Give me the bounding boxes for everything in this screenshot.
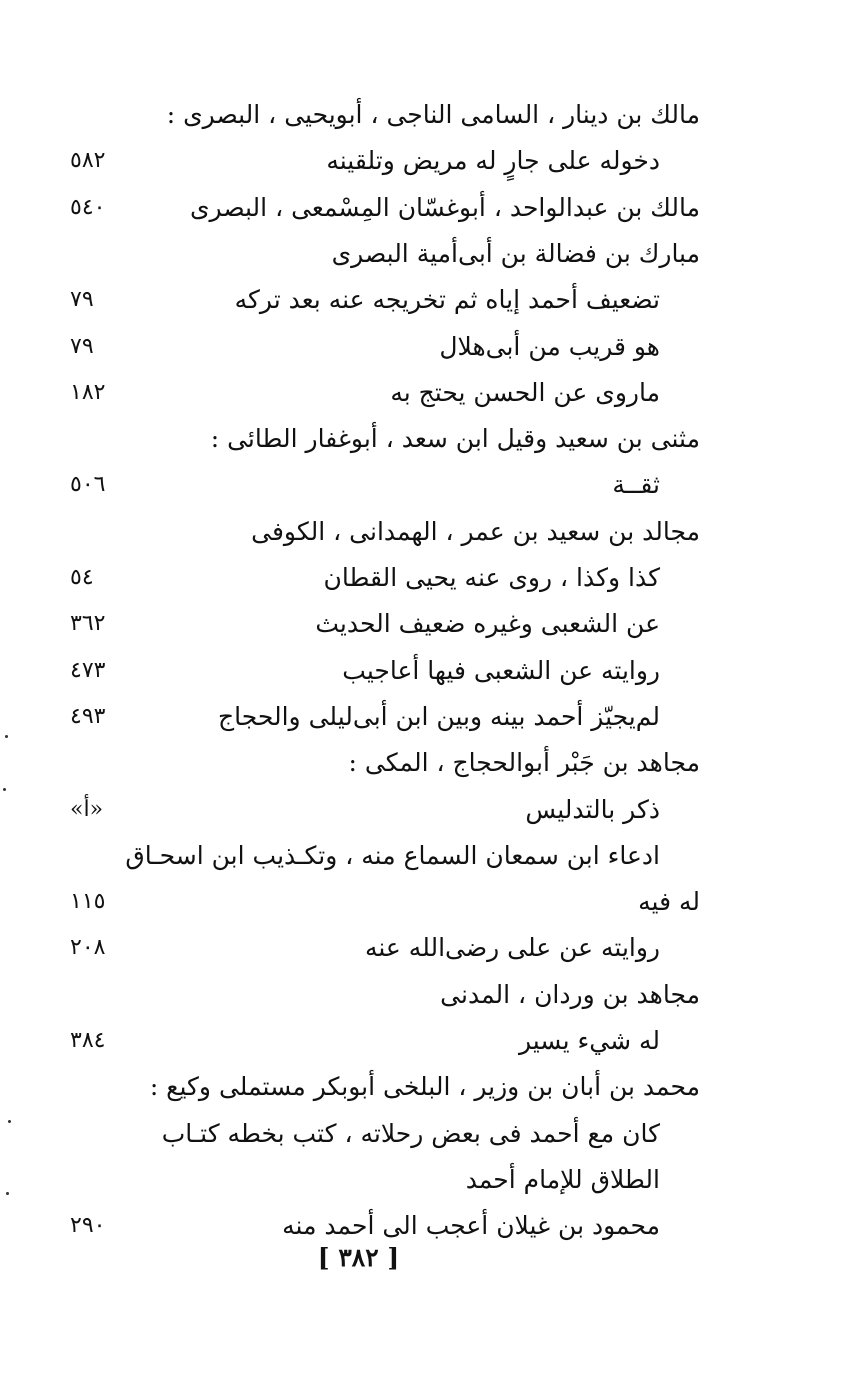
index-entry bbox=[60, 93, 700, 137]
entry-page-number: ٣٨٤ bbox=[70, 1028, 106, 1053]
index-entry bbox=[60, 880, 700, 924]
entry-text: محمد بن أبان بن وزير ، البلخى أبوبكر مستملى وكيع : bbox=[149, 1072, 700, 1101]
entry-text: هو قريب من أبى‌هلال bbox=[439, 332, 660, 361]
scan-speck bbox=[8, 1120, 11, 1123]
entry-page-number: ٢٠٨ bbox=[70, 935, 106, 960]
entry-text: مبارك بن فضالة بن أبى‌أمية البصرى bbox=[331, 239, 700, 268]
scan-speck bbox=[5, 735, 8, 738]
entry-page-number: ٥٠٦ bbox=[70, 472, 106, 497]
entry-text: دخوله على جارٍ له مريض وتلقينه bbox=[326, 146, 660, 175]
scan-speck bbox=[6, 1192, 9, 1195]
entry-page-number: ٤٧٣ bbox=[70, 658, 106, 683]
index-entry bbox=[60, 788, 700, 832]
index-entry bbox=[60, 1019, 700, 1063]
index-entry bbox=[60, 556, 700, 600]
entry-text: مالك بن دينار ، السامى الناجى ، أبويحيى ، البصرى : bbox=[166, 100, 700, 129]
entry-text: له فيه bbox=[638, 887, 700, 916]
entry-page-number: ٣٦٢ bbox=[70, 611, 106, 636]
index-entry bbox=[60, 510, 700, 554]
index-entry bbox=[60, 695, 700, 739]
entry-text: مالك بن عبدالواحد ، أبوغسّان المِسْمعى ، البصرى bbox=[189, 193, 700, 222]
entry-text: روايته عن الشعبى فيها أعاجيب bbox=[342, 656, 660, 685]
entry-text: كان مع أحمد فى بعض رحلاته ، كتب بخطه كتـاب bbox=[161, 1119, 660, 1148]
entry-text: له شيء يسير bbox=[518, 1026, 660, 1055]
entry-page-number: ٥٤ bbox=[70, 565, 94, 590]
index-entry bbox=[60, 325, 700, 369]
page-number: [ ٣٨٢ ] bbox=[317, 1243, 400, 1272]
index-entry bbox=[60, 139, 700, 183]
index-entry bbox=[60, 741, 700, 785]
entry-text: مجاهد بن وردان ، المدنى bbox=[440, 980, 700, 1009]
entry-text: ادعاء ابن سمعان السماع منه ، وتكـذيب ابن اسحـاق bbox=[125, 841, 660, 870]
entry-text: لم‌يجيّز أحمد بينه وبين ابن أبى‌ليلى والحجاج bbox=[217, 702, 660, 731]
scan-speck bbox=[3, 788, 6, 791]
index-entry bbox=[60, 278, 700, 322]
entry-text: كذا وكذا ، روى عنه يحيى القطان bbox=[323, 563, 660, 592]
entry-text: ثقــة bbox=[612, 470, 660, 499]
index-entry bbox=[60, 973, 700, 1017]
entry-text: عن الشعبى وغيره ضعيف الحديث bbox=[315, 609, 660, 638]
entry-page-number: ٤٩٣ bbox=[70, 704, 106, 729]
entry-page-number: ١٨٢ bbox=[70, 380, 106, 405]
index-entry bbox=[60, 1065, 700, 1109]
entry-text: مثنى بن سعيد وقيل ابن سعد ، أبوغفار الطائى : bbox=[210, 424, 700, 453]
entry-page-number: ٧٩ bbox=[70, 287, 94, 312]
entry-text: مجالد بن سعيد بن عمر ، الهمدانى ، الكوفى bbox=[251, 517, 700, 546]
entry-page-number: ٥٤٠ bbox=[70, 195, 106, 220]
index-entry bbox=[60, 649, 700, 693]
index-entry bbox=[60, 1158, 700, 1202]
entry-text: مجاهد بن جَبْر أبوالحجاج ، المكى : bbox=[348, 748, 700, 777]
index-entry bbox=[60, 1112, 700, 1156]
entry-page-number: ٧٩ bbox=[70, 334, 94, 359]
entry-text: محمود بن غيلان أعجب الى أحمد منه bbox=[282, 1211, 660, 1240]
index-entry bbox=[60, 232, 700, 276]
index-entry bbox=[60, 371, 700, 415]
index-entry bbox=[60, 463, 700, 507]
entry-page-number: «أ» bbox=[70, 797, 104, 822]
entry-page-number: ٢٩٠ bbox=[70, 1213, 106, 1238]
entry-text: ماروى عن الحسن يحتج به bbox=[390, 378, 660, 407]
entry-page-number: ٥٨٢ bbox=[70, 148, 106, 173]
index-entry bbox=[60, 602, 700, 646]
index-entry bbox=[60, 186, 700, 230]
index-entry bbox=[60, 417, 700, 461]
entry-text: الطلاق للإمام أحمد bbox=[465, 1165, 660, 1194]
index-entry bbox=[60, 926, 700, 970]
entry-page-number: ١١٥ bbox=[70, 889, 106, 914]
index-entry bbox=[60, 834, 700, 878]
entry-text: تضعيف أحمد إياه ثم تخريجه عنه بعد تركه bbox=[234, 285, 660, 314]
entry-text: روايته عن على رضى‌الله عنه bbox=[364, 933, 660, 962]
entry-text: ذكر بالتدليس bbox=[525, 795, 660, 824]
